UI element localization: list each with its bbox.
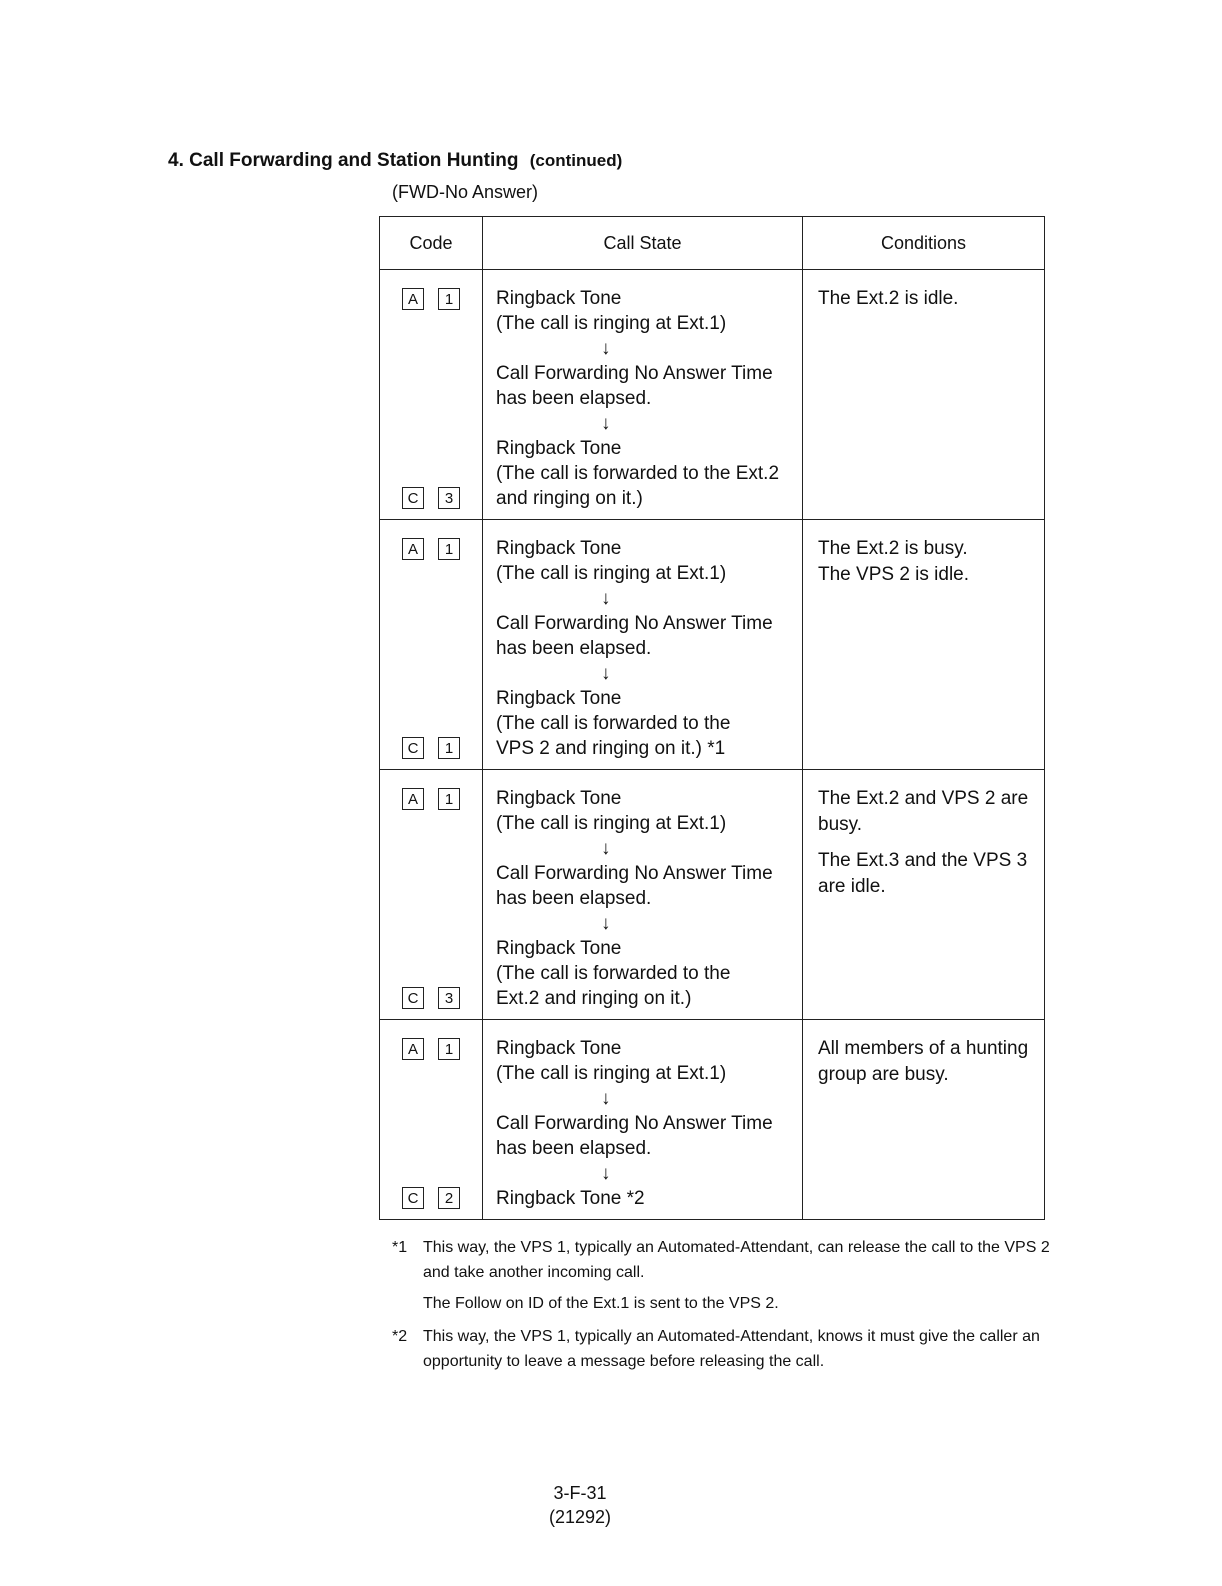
state-line: (The call is forwarded to the (496, 963, 731, 984)
table-header-row (380, 217, 1045, 270)
down-arrow-icon: ↓ (601, 413, 611, 434)
condition-text: The Ext.2 and VPS 2 are busy. (818, 788, 1029, 835)
continued-label: (continued) (529, 151, 623, 170)
footnote-mark: *2 (392, 1328, 408, 1345)
state-line: has been elapsed. (496, 388, 652, 409)
state-line: Call Forwarding No Answer Time (496, 1113, 773, 1134)
code-key: 1 (438, 737, 460, 759)
code-end (402, 1187, 482, 1209)
call-state-cell (483, 1020, 803, 1220)
conditions-cell (803, 1020, 1045, 1220)
fwd-no-answer-table (379, 216, 1045, 1220)
state-line: Ringback Tone (496, 288, 622, 309)
call-state-cell (483, 770, 803, 1020)
call-state-cell (483, 270, 803, 520)
state-line: (The call is forwarded to the Ext.2 (496, 463, 780, 484)
state-line: (The call is ringing at Ext.1) (496, 313, 727, 334)
code-key: C (402, 987, 424, 1009)
code-key: A (402, 788, 424, 810)
code-start (402, 1038, 482, 1060)
down-arrow-icon: ↓ (601, 1163, 611, 1184)
down-arrow-icon: ↓ (601, 838, 611, 859)
state-line: Ringback Tone (496, 938, 622, 959)
state-line: Call Forwarding No Answer Time (496, 863, 773, 884)
condition-text: The VPS 2 is idle. (818, 564, 970, 585)
conditions-cell (803, 770, 1045, 1020)
state-line: Ringback Tone (496, 788, 622, 809)
state-line: Ringback Tone (496, 438, 622, 459)
code-key: 1 (438, 1038, 460, 1060)
code-key: 1 (438, 538, 460, 560)
code-key: 1 (438, 288, 460, 310)
footnotes (392, 1235, 1052, 1374)
state-line: and ringing on it.) (496, 488, 643, 509)
state-line: Call Forwarding No Answer Time (496, 613, 773, 634)
state-line: has been elapsed. (496, 888, 652, 909)
footnote-mark: *1 (392, 1239, 408, 1256)
code-key: C (402, 1187, 424, 1209)
condition-text: The Ext.2 is idle. (818, 288, 959, 309)
down-arrow-icon: ↓ (601, 338, 611, 359)
column-header-call-state: Call State (483, 217, 803, 270)
code-key: A (402, 1038, 424, 1060)
code-end (402, 487, 482, 509)
column-header-code: Code (380, 217, 483, 270)
code-key: 2 (438, 1187, 460, 1209)
section-title: 4. Call Forwarding and Station Hunting (168, 150, 519, 171)
condition-text: All members of a hunting group are busy. (818, 1038, 1029, 1085)
code-cell (380, 1020, 483, 1220)
state-line: Ringback Tone *2 (496, 1188, 645, 1209)
section-heading (168, 150, 622, 172)
state-line: (The call is ringing at Ext.1) (496, 813, 727, 834)
footnote-1-extra: The Follow on ID of the Ext.1 is sent to the VPS 2. (423, 1295, 779, 1312)
state-line: Call Forwarding No Answer Time (496, 363, 773, 384)
down-arrow-icon: ↓ (601, 663, 611, 684)
state-line: Ext.2 and ringing on it.) (496, 988, 692, 1009)
state-line: has been elapsed. (496, 1138, 652, 1159)
code-start (402, 288, 482, 310)
state-line: has been elapsed. (496, 638, 652, 659)
table-row (380, 520, 1045, 770)
column-header-conditions: Conditions (803, 217, 1045, 270)
state-line: (The call is ringing at Ext.1) (496, 563, 727, 584)
down-arrow-icon: ↓ (601, 1088, 611, 1109)
code-key: A (402, 538, 424, 560)
subsection-title: (FWD-No Answer) (392, 182, 539, 202)
call-state-cell (483, 520, 803, 770)
state-line: (The call is forwarded to the (496, 713, 731, 734)
page-footer (510, 1481, 650, 1529)
code-end (402, 987, 482, 1009)
condition-text: The Ext.3 and the VPS 3 are idle. (818, 850, 1028, 897)
table-row (380, 1020, 1045, 1220)
footnote-text: This way, the VPS 1, typically an Automated-Attendant, knows it must give the caller an opportunity to leave a message before releasing the call. (423, 1328, 1040, 1370)
conditions-cell (803, 520, 1045, 770)
table-row (380, 270, 1045, 520)
code-key: 1 (438, 788, 460, 810)
state-line: VPS 2 and ringing on it.) *1 (496, 738, 726, 759)
footnote-2 (392, 1324, 1052, 1374)
footnote-text: This way, the VPS 1, typically an Automated-Attendant, can release the call to the VPS 2 and take another incoming call. (423, 1239, 1050, 1281)
state-line: Ringback Tone (496, 1038, 622, 1059)
state-line: Ringback Tone (496, 688, 622, 709)
code-key: A (402, 288, 424, 310)
condition-text: The Ext.2 is busy. (818, 538, 968, 559)
table-row (380, 770, 1045, 1020)
code-key: C (402, 487, 424, 509)
document-code: (21292) (548, 1507, 612, 1527)
down-arrow-icon: ↓ (601, 913, 611, 934)
page-number: 3-F-31 (553, 1483, 607, 1503)
down-arrow-icon: ↓ (601, 588, 611, 609)
code-end (402, 737, 482, 759)
code-cell (380, 770, 483, 1020)
state-line: Ringback Tone (496, 538, 622, 559)
conditions-cell (803, 270, 1045, 520)
code-cell (380, 520, 483, 770)
code-start (402, 788, 482, 810)
code-start (402, 538, 482, 560)
code-key: 3 (438, 487, 460, 509)
state-line: (The call is ringing at Ext.1) (496, 1063, 727, 1084)
footnote-1 (392, 1235, 1052, 1285)
code-key: C (402, 737, 424, 759)
code-key: 3 (438, 987, 460, 1009)
code-cell (380, 270, 483, 520)
